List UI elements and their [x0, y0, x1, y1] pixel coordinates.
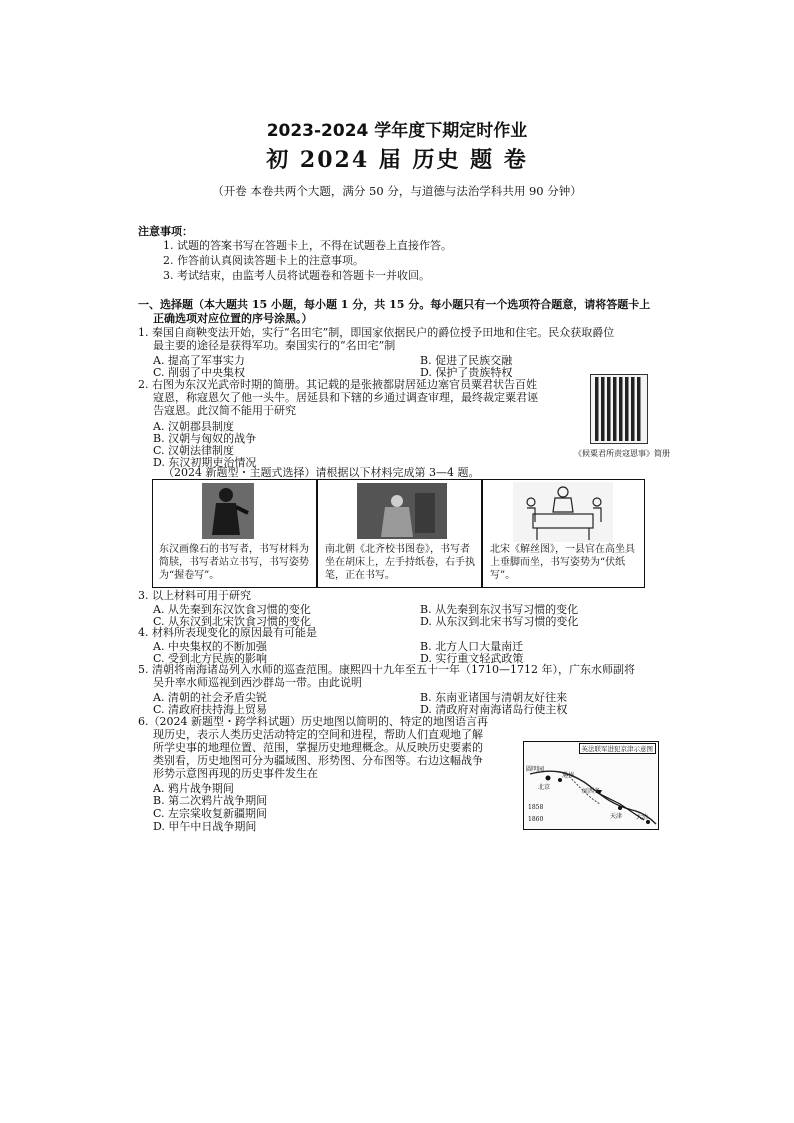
q2-option-b: B. 汉朝与匈奴的战争	[153, 432, 257, 445]
q2-option-c: C. 汉朝法律制度	[153, 444, 235, 457]
map-label: 天津	[610, 813, 623, 820]
q1-option-c: C. 削弱了中央集权	[153, 366, 246, 379]
material-image-3	[513, 482, 613, 542]
question-5-stem: 5. 清朝将南海诸岛列入水师的巡查范围。康熙四十九年至五十一年（1710—1712 年），广东水师副将	[138, 663, 635, 676]
exam-paper-title: 初 2024 届 历史 题 卷	[266, 147, 528, 173]
note-item: 3. 考试结束，由监考人员将试题卷和答题卡一并收回。	[163, 269, 430, 282]
map-label: 1860	[528, 816, 544, 823]
question-1-stem: 1. 秦国自商鞅变法开始，实行“名田宅”制，即国家依据民户的爵位授予田地和住宅。民众获取爵位	[138, 326, 615, 339]
q3-option-a: A. 从先秦到东汉饮食习惯的变化	[153, 603, 311, 616]
map-label: 河西务	[582, 788, 601, 795]
section-heading-cont: 正确选项对应位置的序号涂黑。）	[153, 312, 313, 325]
question-6-stem-cont: 现历史，表示人类历史活动特定的空间和进程，帮助人们直观地了解	[153, 728, 483, 741]
q2-option-a: A. 汉朝郡县制度	[153, 420, 234, 433]
material-caption-1: 东汉画像石的书写者，书写材料为简牍，书写者站立书写，书写姿势为“握卷写”。	[159, 544, 309, 581]
map-label: 北京	[538, 784, 551, 791]
question-1-stem-cont: 最主要的途径是获得军功。秦国实行的“名田宅”制	[153, 339, 396, 352]
q1-option-b: B. 促进了民族交融	[420, 354, 513, 367]
q3-option-d: D. 从东汉到北宋书写习惯的变化	[420, 615, 579, 628]
question-3-stem: 3. 以上材料可用于研究	[138, 589, 251, 602]
material-image-1	[202, 483, 254, 539]
question-2-stem-cont: 告寇恩。此汉简不能用于研究	[153, 404, 296, 417]
q6-option-a: A. 鸦片战争期间	[153, 782, 234, 795]
q6-option-b: B. 第二次鸦片战争期间	[153, 794, 268, 807]
q5-option-a: A. 清朝的社会矛盾尖锐	[153, 691, 267, 704]
material-caption-2: 南北朝《北齐校书图卷》，书写者坐在胡床上，左手持纸卷，右手执笔，正在书写。	[325, 544, 475, 581]
map-label: 圆明园	[526, 766, 545, 773]
q6-option-c: C. 左宗棠收复新疆期间	[153, 807, 268, 820]
question-6-stem-cont: 形势示意图再现的历史事件发生在	[153, 767, 318, 780]
note-item: 2. 作答前认真阅读答题卡上的注意事项。	[163, 254, 364, 267]
question-6-stem: 6.（2024 新题型・跨学科试题）历史地图以简明的、特定的地图语言再	[138, 715, 488, 728]
notes-heading: 注意事项：	[138, 225, 193, 238]
map-label: 大沽	[636, 814, 649, 821]
question-2-stem: 2. 右图为东汉光武帝时期的简册。其记载的是张掖都尉居延边塞官员粟君状告百姓	[138, 378, 537, 391]
exam-instructions: （开卷 本卷共两个大题，满分 50 分，与道德与法治学科共用 90 分钟）	[212, 184, 582, 198]
q1-option-a: A. 提高了军事实力	[153, 354, 245, 367]
map-title: 英法联军进犯京津示意图	[579, 743, 657, 754]
material-intro: （2024 新题型・主题式选择）请根据以下材料完成第 3—4 题。	[163, 466, 480, 479]
question-6-stem-cont: 所学史事的地理位置、范围，掌握历史地理概念。从反映历史要素的	[153, 741, 483, 754]
q4-option-a: A. 中央集权的不断加强	[153, 640, 267, 653]
note-item: 1. 试题的答案书写在答题卡上，不得在试题卷上直接作答。	[163, 239, 452, 252]
bamboo-slips-image	[590, 374, 648, 444]
q5-option-c: C. 清政府扶持海上贸易	[153, 703, 268, 716]
section-heading: 一、选择题（本大题共 15 小题，每小题 1 分，共 15 分。每小题只有一个选项符合题意，请将答题卡上	[138, 298, 651, 311]
q3-option-b: B. 从先秦到东汉书写习惯的变化	[420, 603, 579, 616]
question-5-stem-cont: 吴升率水师巡视到西沙群岛一带。由此说明	[153, 676, 362, 689]
war-situation-map	[523, 741, 659, 830]
question-6-stem-cont: 类别看，历史地图可分为疆域图、形势图、分布图等。右边这幅战争	[153, 754, 483, 767]
q4-option-c: C. 受到北方民族的影响	[153, 652, 268, 665]
q4-option-d: D. 实行重文轻武政策	[420, 652, 524, 665]
material-frame	[152, 479, 645, 588]
q1-option-d: D. 保护了贵族特权	[420, 366, 513, 379]
question-2-stem-cont: 寇恩，称寇恩欠了他一头牛。居延县和下辖的乡通过调查审理，最终裁定粟君诬	[153, 391, 538, 404]
q5-option-b: B. 东南亚诸国与清朝友好往来	[420, 691, 568, 704]
bamboo-slips-caption: 《候粟君所责寇恩事》简册	[574, 449, 670, 458]
q3-option-c: C. 从东汉到北宋饮食习惯的变化	[153, 615, 312, 628]
exam-period-title: 2023-2024 学年度下期定时作业	[266, 121, 528, 141]
material-caption-3: 北宋《解丝图》，一县官在高坐具上垂脚而坐，书写姿势为“伏纸写”。	[490, 544, 635, 581]
q4-option-b: B. 北方人口大量南迁	[420, 640, 524, 653]
material-image-2	[357, 483, 447, 539]
q6-option-d: D. 甲午中日战争期间	[153, 820, 257, 833]
map-label: 通州	[562, 772, 575, 779]
question-4-stem: 4. 材料所表现变化的原因最有可能是	[138, 626, 317, 639]
map-label: 1858	[528, 804, 544, 811]
q2-option-d: D. 东汉初期吏治情况	[153, 456, 257, 469]
q5-option-d: D. 清政府对南海诸岛行使主权	[420, 703, 568, 716]
